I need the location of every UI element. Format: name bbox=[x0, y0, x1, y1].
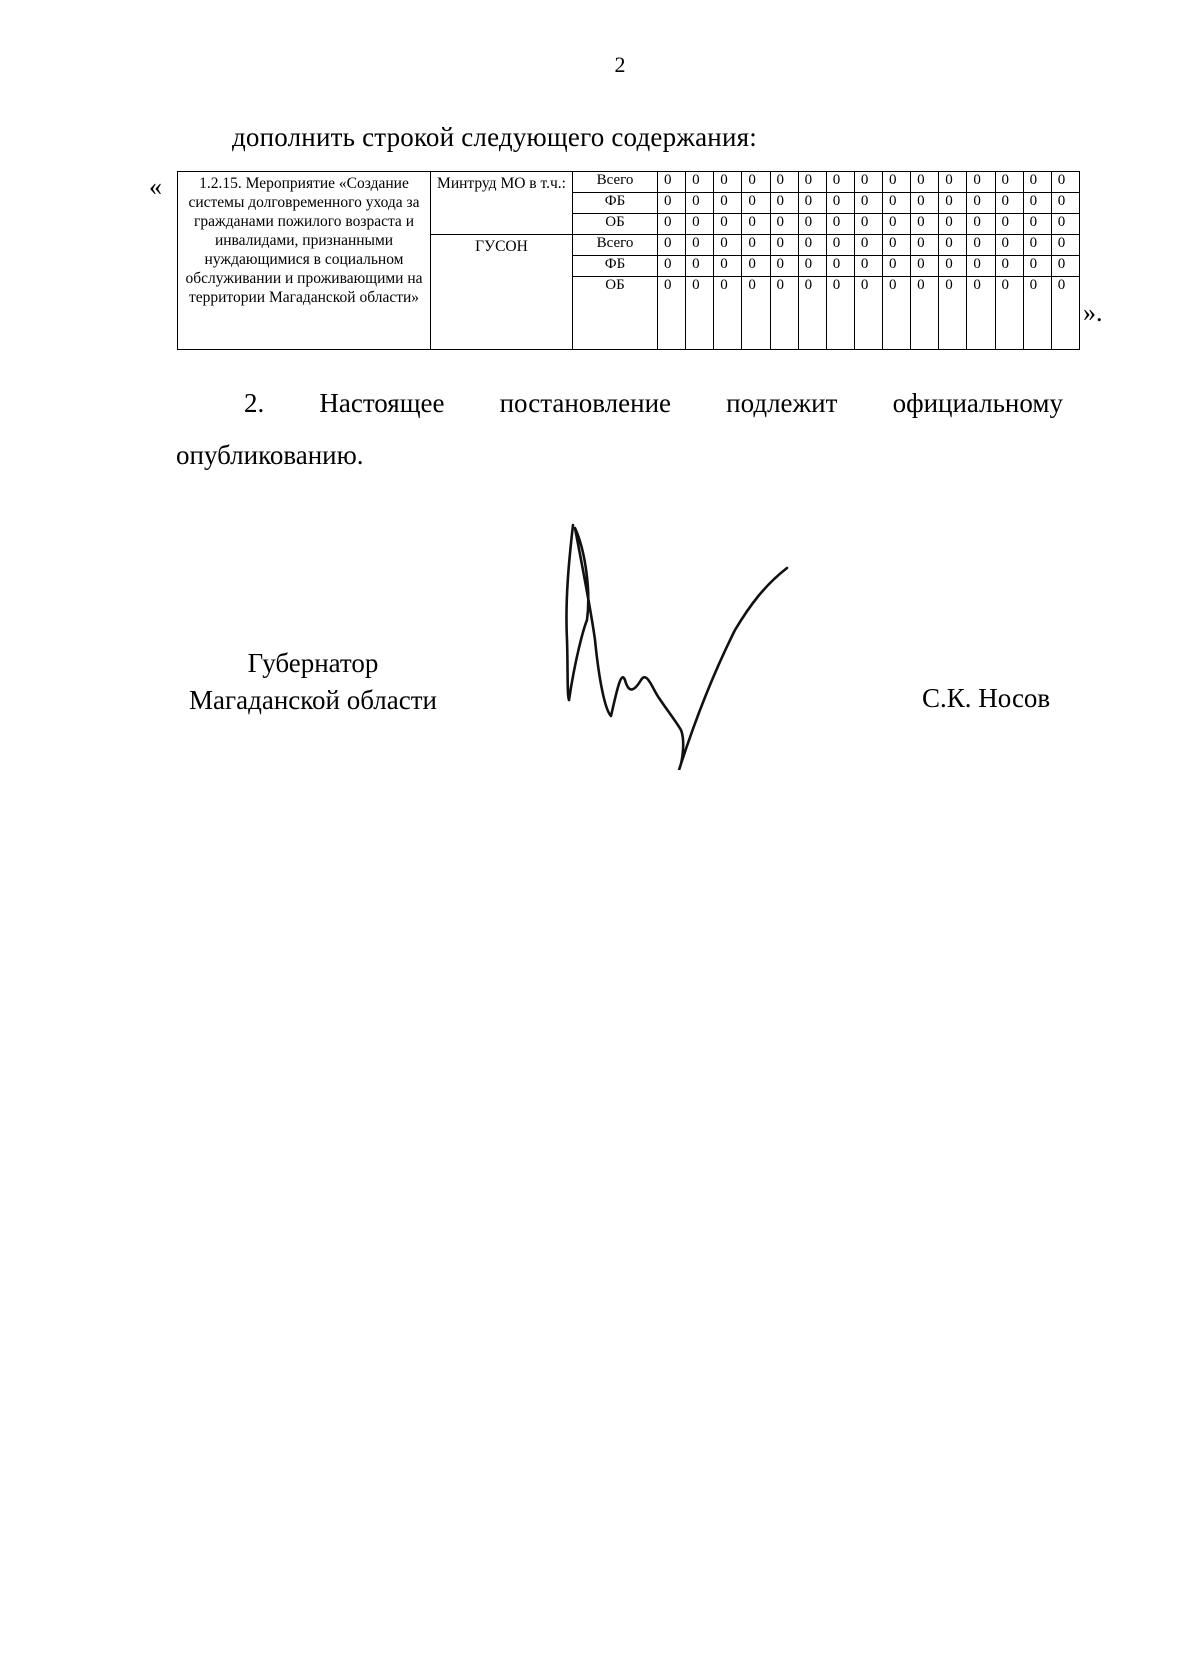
handwritten-signature bbox=[555, 520, 795, 770]
signer-title bbox=[183, 645, 443, 719]
amount-cell: 0 bbox=[658, 193, 686, 214]
amount-cell: 0 bbox=[658, 277, 686, 350]
amount-cell: 0 bbox=[714, 235, 742, 256]
page-number: 2 bbox=[614, 52, 626, 77]
paragraph-word: постановление bbox=[499, 388, 672, 418]
amount-cell: 0 bbox=[883, 256, 911, 277]
paragraph-word: подлежит bbox=[726, 388, 838, 418]
amount-cell: 0 bbox=[770, 172, 798, 193]
funding-source-cell: ОБ bbox=[573, 214, 658, 235]
amount-cell: 0 bbox=[714, 214, 742, 235]
amount-cell: 0 bbox=[967, 256, 995, 277]
paragraph-word: 2. bbox=[244, 388, 265, 418]
amount-cell: 0 bbox=[742, 193, 770, 214]
activity-description-cell bbox=[178, 172, 431, 350]
amount-cell: 0 bbox=[967, 235, 995, 256]
amount-cell: 0 bbox=[854, 277, 882, 350]
amount-cell: 0 bbox=[1023, 277, 1051, 350]
amount-cell: 0 bbox=[1051, 214, 1079, 235]
amount-cell: 0 bbox=[1051, 256, 1079, 277]
amount-cell: 0 bbox=[967, 214, 995, 235]
signer-name: С.К. Носов bbox=[922, 683, 1051, 713]
activity-description: 1.2.15. Мероприятие «Создание системы долговременного ухода за гражданами пожилого возраста и инвалидами, признанными нуждающимися в социальном обслуживании и проживающими на территории Магаданской области» bbox=[185, 175, 423, 306]
amount-cell: 0 bbox=[967, 172, 995, 193]
funding-source-cell: Всего bbox=[573, 235, 658, 256]
amount-cell: 0 bbox=[854, 256, 882, 277]
amount-cell: 0 bbox=[686, 214, 714, 235]
amount-cell: 0 bbox=[826, 214, 854, 235]
funding-source-cell: ОБ bbox=[573, 277, 658, 350]
amount-cell: 0 bbox=[1051, 235, 1079, 256]
paragraph-2-line-1 bbox=[176, 388, 1063, 419]
table-row bbox=[178, 172, 1080, 193]
amount-cell: 0 bbox=[798, 214, 826, 235]
amount-cell: 0 bbox=[826, 256, 854, 277]
amount-cell: 0 bbox=[826, 193, 854, 214]
amount-cell: 0 bbox=[883, 214, 911, 235]
amount-cell: 0 bbox=[1051, 277, 1079, 350]
amount-cell: 0 bbox=[658, 256, 686, 277]
funding-table-body bbox=[178, 172, 1080, 350]
amount-cell: 0 bbox=[1051, 172, 1079, 193]
amount-cell: 0 bbox=[939, 256, 967, 277]
amount-cell: 0 bbox=[1023, 172, 1051, 193]
funding-source-cell: ФБ bbox=[573, 256, 658, 277]
amount-cell: 0 bbox=[826, 277, 854, 350]
amount-cell: 0 bbox=[1023, 235, 1051, 256]
amount-cell: 0 bbox=[939, 172, 967, 193]
amount-cell: 0 bbox=[1023, 214, 1051, 235]
amount-cell: 0 bbox=[939, 277, 967, 350]
paragraph-2-line-2: опубликованию. bbox=[176, 440, 364, 470]
amount-cell: 0 bbox=[770, 214, 798, 235]
amount-cell: 0 bbox=[1051, 193, 1079, 214]
amount-cell: 0 bbox=[658, 172, 686, 193]
amount-cell: 0 bbox=[770, 235, 798, 256]
amount-cell: 0 bbox=[714, 193, 742, 214]
amount-cell: 0 bbox=[911, 193, 939, 214]
amount-cell: 0 bbox=[658, 235, 686, 256]
amount-cell: 0 bbox=[911, 235, 939, 256]
paragraph-word: Настоящее bbox=[319, 388, 445, 418]
opening-quote: « bbox=[149, 172, 162, 201]
amount-cell: 0 bbox=[939, 214, 967, 235]
amount-cell: 0 bbox=[883, 277, 911, 350]
executor-cell: Минтруд МО в т.ч.: bbox=[431, 172, 573, 235]
amount-cell: 0 bbox=[770, 277, 798, 350]
signer-title-line-1: Губернатор bbox=[247, 648, 379, 678]
amount-cell: 0 bbox=[798, 172, 826, 193]
amount-cell: 0 bbox=[995, 277, 1023, 350]
amount-cell: 0 bbox=[911, 277, 939, 350]
amount-cell: 0 bbox=[686, 277, 714, 350]
amount-cell: 0 bbox=[742, 256, 770, 277]
amount-cell: 0 bbox=[883, 235, 911, 256]
amount-cell: 0 bbox=[770, 193, 798, 214]
amount-cell: 0 bbox=[883, 172, 911, 193]
amount-cell: 0 bbox=[995, 193, 1023, 214]
paragraph-word: официальному bbox=[892, 388, 1063, 418]
amount-cell: 0 bbox=[883, 193, 911, 214]
amount-cell: 0 bbox=[658, 214, 686, 235]
amount-cell: 0 bbox=[798, 256, 826, 277]
funding-source-cell: ФБ bbox=[573, 193, 658, 214]
amount-cell: 0 bbox=[798, 193, 826, 214]
amount-cell: 0 bbox=[995, 172, 1023, 193]
amount-cell: 0 bbox=[939, 235, 967, 256]
amount-cell: 0 bbox=[995, 214, 1023, 235]
amount-cell: 0 bbox=[967, 193, 995, 214]
amount-cell: 0 bbox=[911, 214, 939, 235]
amount-cell: 0 bbox=[742, 214, 770, 235]
amount-cell: 0 bbox=[854, 235, 882, 256]
amount-cell: 0 bbox=[686, 172, 714, 193]
amount-cell: 0 bbox=[770, 256, 798, 277]
amount-cell: 0 bbox=[826, 235, 854, 256]
amount-cell: 0 bbox=[686, 193, 714, 214]
amount-cell: 0 bbox=[798, 277, 826, 350]
amount-cell: 0 bbox=[967, 277, 995, 350]
amount-cell: 0 bbox=[854, 193, 882, 214]
amount-cell: 0 bbox=[826, 172, 854, 193]
funding-table bbox=[177, 171, 1080, 350]
closing-quote: ». bbox=[1083, 298, 1103, 327]
executor-cell: ГУСОН bbox=[431, 235, 573, 350]
amount-cell: 0 bbox=[742, 172, 770, 193]
amount-cell: 0 bbox=[742, 235, 770, 256]
amount-cell: 0 bbox=[854, 214, 882, 235]
amount-cell: 0 bbox=[1023, 256, 1051, 277]
intro-text: дополнить строкой следующего содержания: bbox=[232, 122, 757, 152]
amount-cell: 0 bbox=[742, 277, 770, 350]
amount-cell: 0 bbox=[911, 172, 939, 193]
amount-cell: 0 bbox=[911, 256, 939, 277]
amount-cell: 0 bbox=[714, 277, 742, 350]
amount-cell: 0 bbox=[686, 256, 714, 277]
amount-cell: 0 bbox=[714, 172, 742, 193]
amount-cell: 0 bbox=[995, 235, 1023, 256]
amount-cell: 0 bbox=[686, 235, 714, 256]
amount-cell: 0 bbox=[995, 256, 1023, 277]
funding-source-cell: Всего bbox=[573, 172, 658, 193]
amount-cell: 0 bbox=[798, 235, 826, 256]
amount-cell: 0 bbox=[939, 193, 967, 214]
amount-cell: 0 bbox=[854, 172, 882, 193]
amount-cell: 0 bbox=[1023, 193, 1051, 214]
amount-cell: 0 bbox=[714, 256, 742, 277]
signer-title-line-2: Магаданской области bbox=[189, 685, 437, 715]
